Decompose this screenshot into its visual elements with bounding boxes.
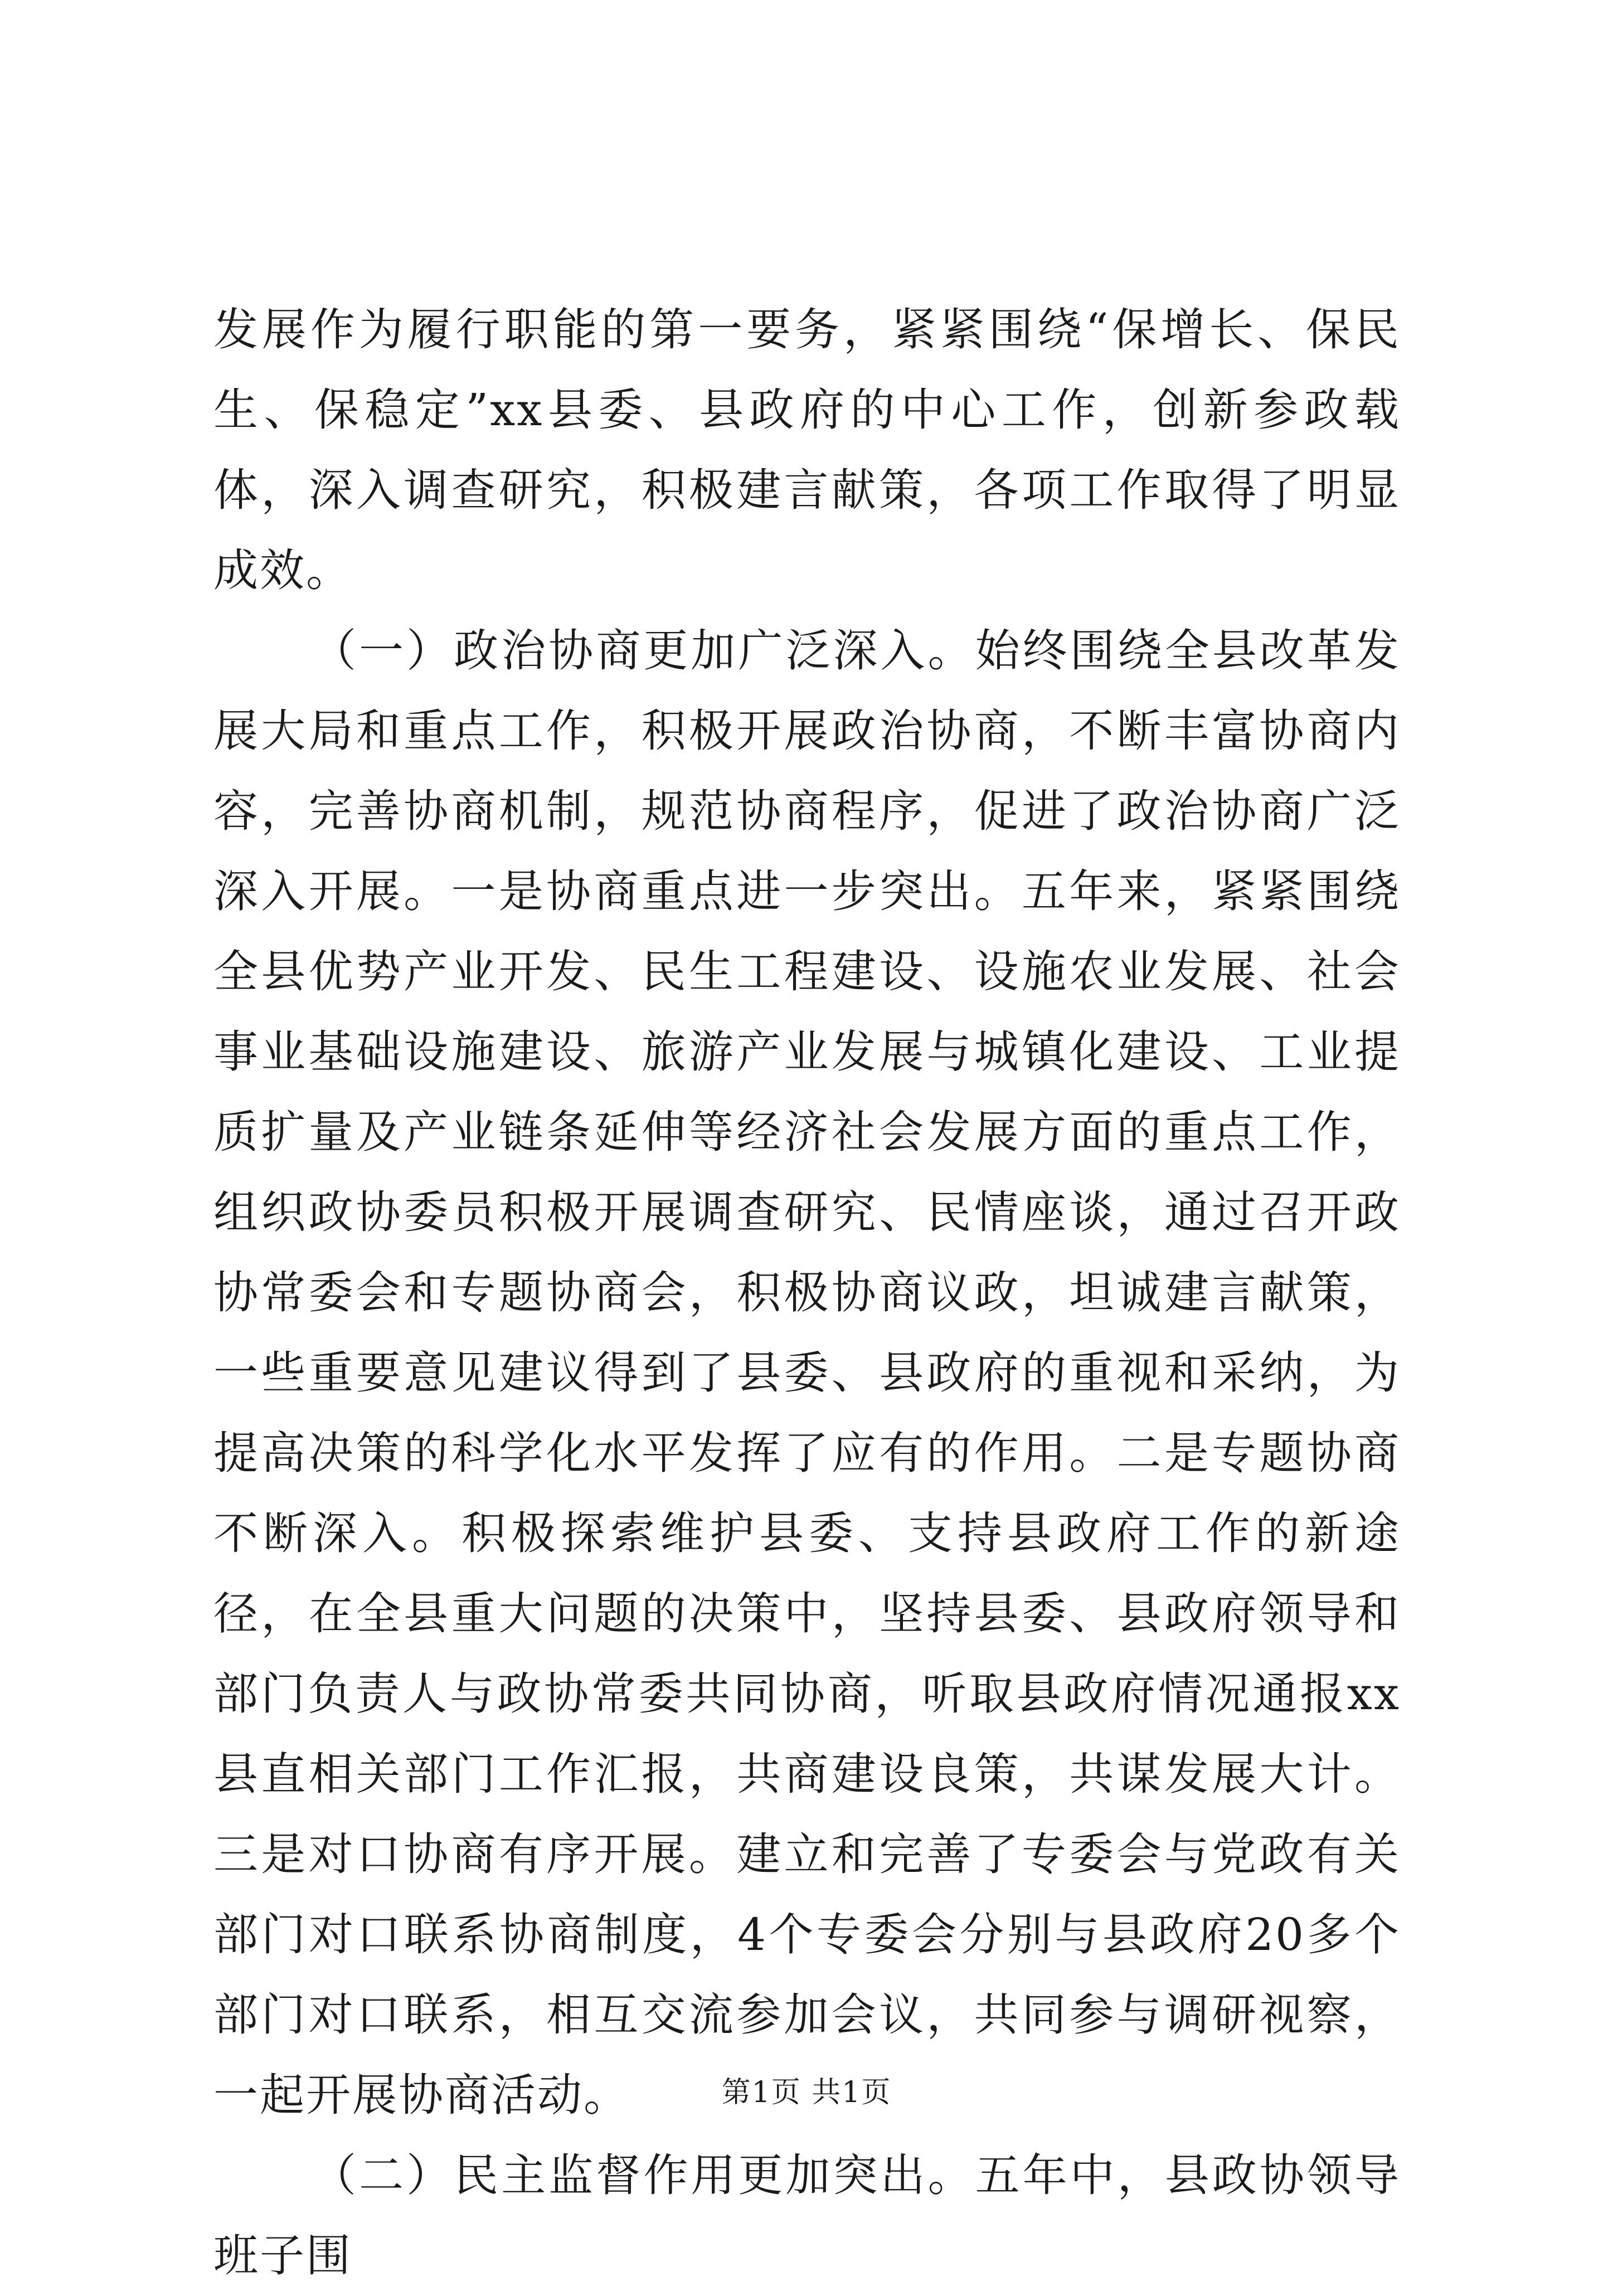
document-body — [213, 290, 1401, 2296]
paragraph-continuation: 发展作为履行职能的第一要务，紧紧围绕“保增长、保民生、保稳定”xx县委、县政府的中心工作，创新参政载体，深入调查研究，积极建言献策，各项工作取得了明显成效。 — [213, 304, 1401, 596]
page-footer: 第1页 共1页 — [721, 2076, 892, 2109]
paragraph-political-consultation: （一）政治协商更加广泛深入。始终围绕全县改革发展大局和重点工作，积极开展政治协商，不断丰富协商内容，完善协商机制，规范协商程序，促进了政治协商广泛深入开展。一是协商重点进一步突出。五年来，紧紧围绕全县优势产业开发、民生工程建设、设施农业发展、社会事业基础设施建设、旅游产业发展与城镇化建设、工业提质扩量及产业链条延伸等经济社会发展方面的重点工作，组织政协委员积极开展调查研究、民情座谈，通过召开政协常委会和专题协商会，积极协商议政，坦诚建言献策，一些重要意见建议得到了县委、县政府的重视和采纳，为提高决策的科学化水平发挥了应有的作用。二是专题协商不断深入。积极探索维护县委、支持县政府工作的新途径，在全县重大问题的决策中，坚持县委、县政府领导和部门负责人与政协常委共同协商，听取县政府情况通报xx县直相关部门工作汇报，共商建设良策，共谋发展大计。三是对口协商有序开展。建立和完善了专委会与党政有关部门对口联系协商制度，4个专委会分别与县政府20多个部门对口联系，相互交流参加会议，共同参与调研视察，一起开展协商活动。 — [213, 625, 1401, 2121]
paragraph-democratic-supervision: （二）民主监督作用更加突出。五年中，县政协领导班子围 — [213, 2149, 1401, 2282]
